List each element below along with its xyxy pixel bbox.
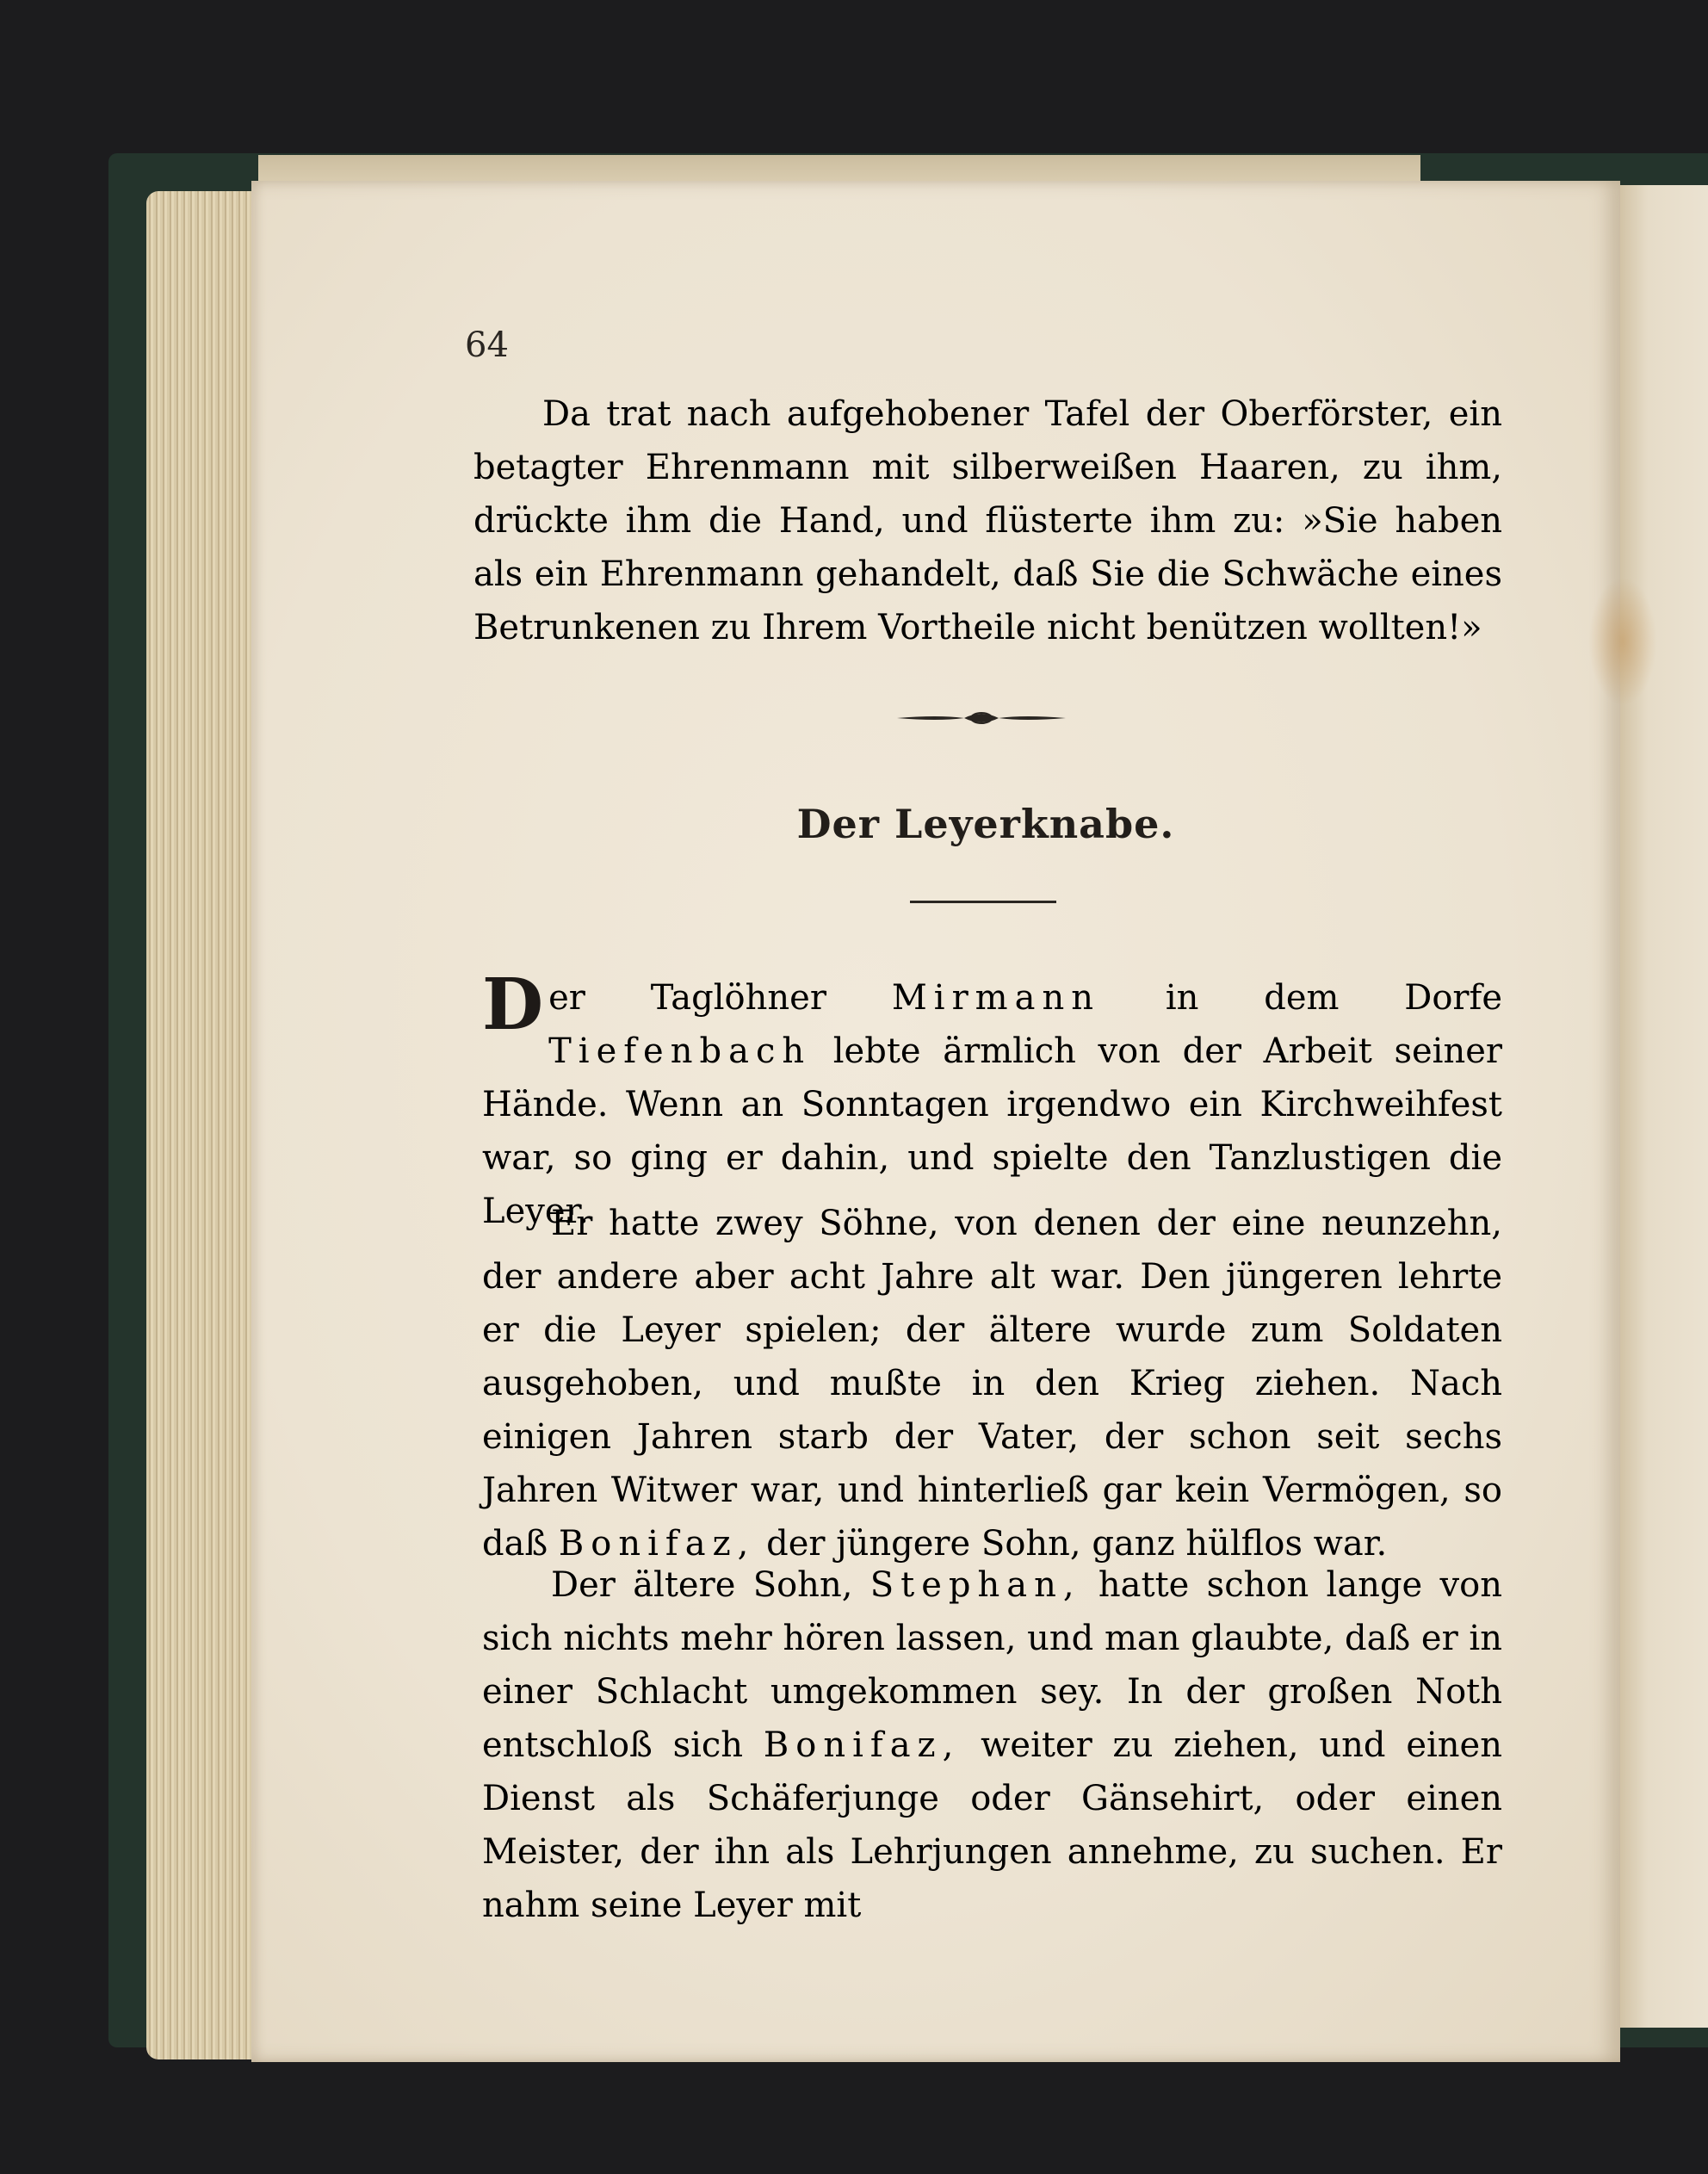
p4-middle: hatte schon lange von sich nichts mehr hören lassen, und man glaubte, daß er in einer Schlacht umgekommen sey. In der großen Noth entschloß sich: [482, 1565, 1502, 1765]
p2-before-name: er Taglöhner: [548, 978, 826, 1018]
p3-text: Er hatte zwey Söhne, von denen der eine neunzehn, der andere aber acht Jahre alt war. Den jüngeren lehrte er die Leyer spielen; der ältere wurde zum Soldaten ausgehoben, und mußte in den Krieg ziehen. Nach einigen Jahren starb der Vater, der schon seit sechs Jahren Witwer war, und hinterließ gar kein Vermögen, so daß: [482, 1204, 1502, 1564]
p4-start: Der ältere Sohn,: [551, 1565, 853, 1605]
paragraph-1-text: Da trat nach aufgehobener Tafel der Oberförster, ein betagter Ehrenmann mit silberweißen Haaren, zu ihm, drückte ihm die Hand, und flüsterte ihm zu: »Sie haben als ein Ehrenmann gehandelt, daß Sie die Schwäche eines Betrunkenen zu Ihrem Vortheile nicht benützen wollten!»: [473, 394, 1502, 647]
ornament-divider: [895, 708, 1068, 728]
page-number: 64: [465, 325, 509, 365]
p3-end: der jüngere Sohn, ganz hülflos war.: [766, 1524, 1388, 1564]
page-stain: [1588, 577, 1657, 706]
paragraph-3: [482, 1197, 1502, 1570]
paragraph-1: [473, 387, 1502, 654]
p2-middle: in dem Dorfe: [1165, 978, 1503, 1018]
facing-page-edge: [1608, 185, 1708, 2028]
p4-name-stephan: Stephan,: [869, 1565, 1081, 1605]
p3-name-bonifaz: Bonifaz,: [558, 1524, 756, 1564]
p2-name-tiefenbach: Tiefenbach: [548, 1031, 812, 1071]
p4-end: weiter zu ziehen, und einen Dienst als Schäferjunge oder Gänsehirt, oder einen Meister, der ihn als Lehrjungen annehme, zu suchen. Er nahm seine Leyer mit: [482, 1725, 1502, 1925]
title-rule: [910, 901, 1056, 903]
chapter-title: Der Leyerknabe.: [796, 801, 1175, 847]
p2-after: lebte ärmlich von der Arbeit seiner Hände. Wenn an Sonntagen irgendwo ein Kirchweihfest war, so ging er dahin, und spielte den Tanzlustigen die Leyer.: [482, 1031, 1503, 1231]
paragraph-3-text: [482, 1197, 1502, 1570]
p4-name-bonifaz: Bonifaz,: [763, 1725, 961, 1765]
paragraph-4: [482, 1558, 1502, 1932]
drop-cap: D: [482, 963, 544, 1046]
p2-name-mirmann: Mirmann: [891, 978, 1100, 1018]
paragraph-4-text: [482, 1558, 1502, 1932]
